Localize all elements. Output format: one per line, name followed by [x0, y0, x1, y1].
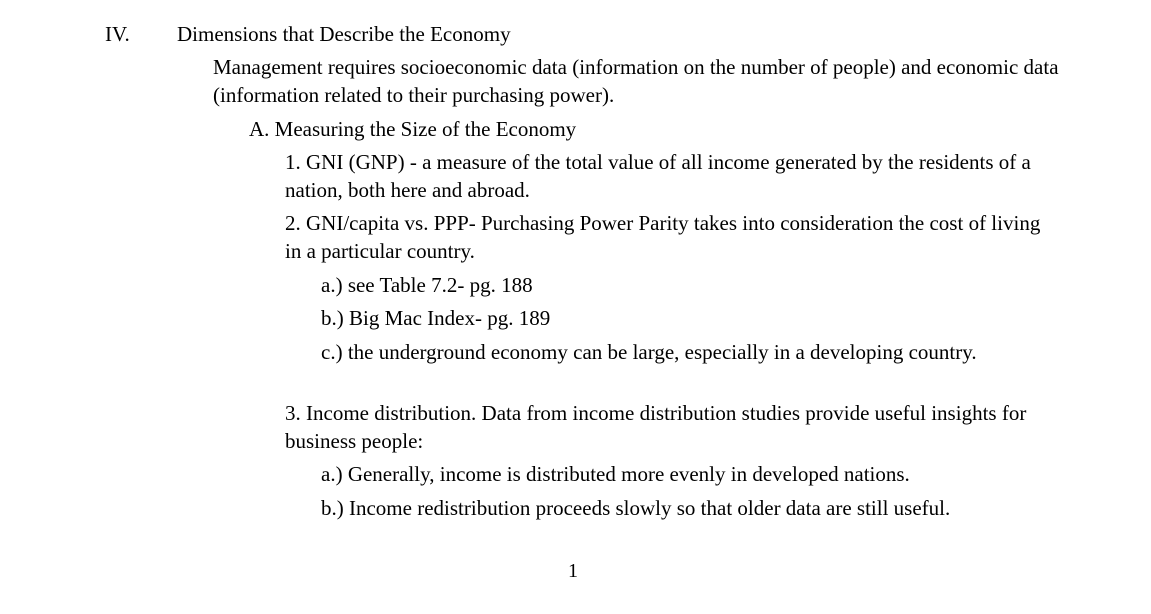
- subsection-a-heading: A. Measuring the Size of the Economy: [249, 117, 577, 141]
- list-item-gni: 1. GNI (GNP) - a measure of the total value of all income generated by the residents of a nation, both here and abroad.: [285, 150, 1031, 202]
- sub-item-big-mac-index: b.) Big Mac Index- pg. 189: [321, 306, 551, 330]
- list-item-ppp: 2. GNI/capita vs. PPP- Purchasing Power Parity takes into consideration the cost of living in a particular country.: [285, 211, 1041, 263]
- sub-item-underground-economy: c.) the underground economy can be large, especially in a developing country.: [321, 340, 977, 364]
- section-number: IV.: [105, 22, 130, 46]
- intro-paragraph: Management requires socioeconomic data (information on the number of people) and economic data (information related to their purchasing power).: [213, 55, 1059, 107]
- sub-item-income-even: a.) Generally, income is distributed more evenly in developed nations.: [321, 462, 910, 486]
- section-title: Dimensions that Describe the Economy: [177, 22, 511, 46]
- section-heading: [105, 20, 511, 48]
- list-item-income-distribution: 3. Income distribution. Data from income distribution studies provide useful insights for business people:: [285, 401, 1027, 453]
- sub-item-table-ref: a.) see Table 7.2- pg. 188: [321, 273, 533, 297]
- sub-item-income-redistribution: b.) Income redistribution proceeds slowly so that older data are still useful.: [321, 496, 951, 520]
- page-number: 1: [568, 560, 578, 582]
